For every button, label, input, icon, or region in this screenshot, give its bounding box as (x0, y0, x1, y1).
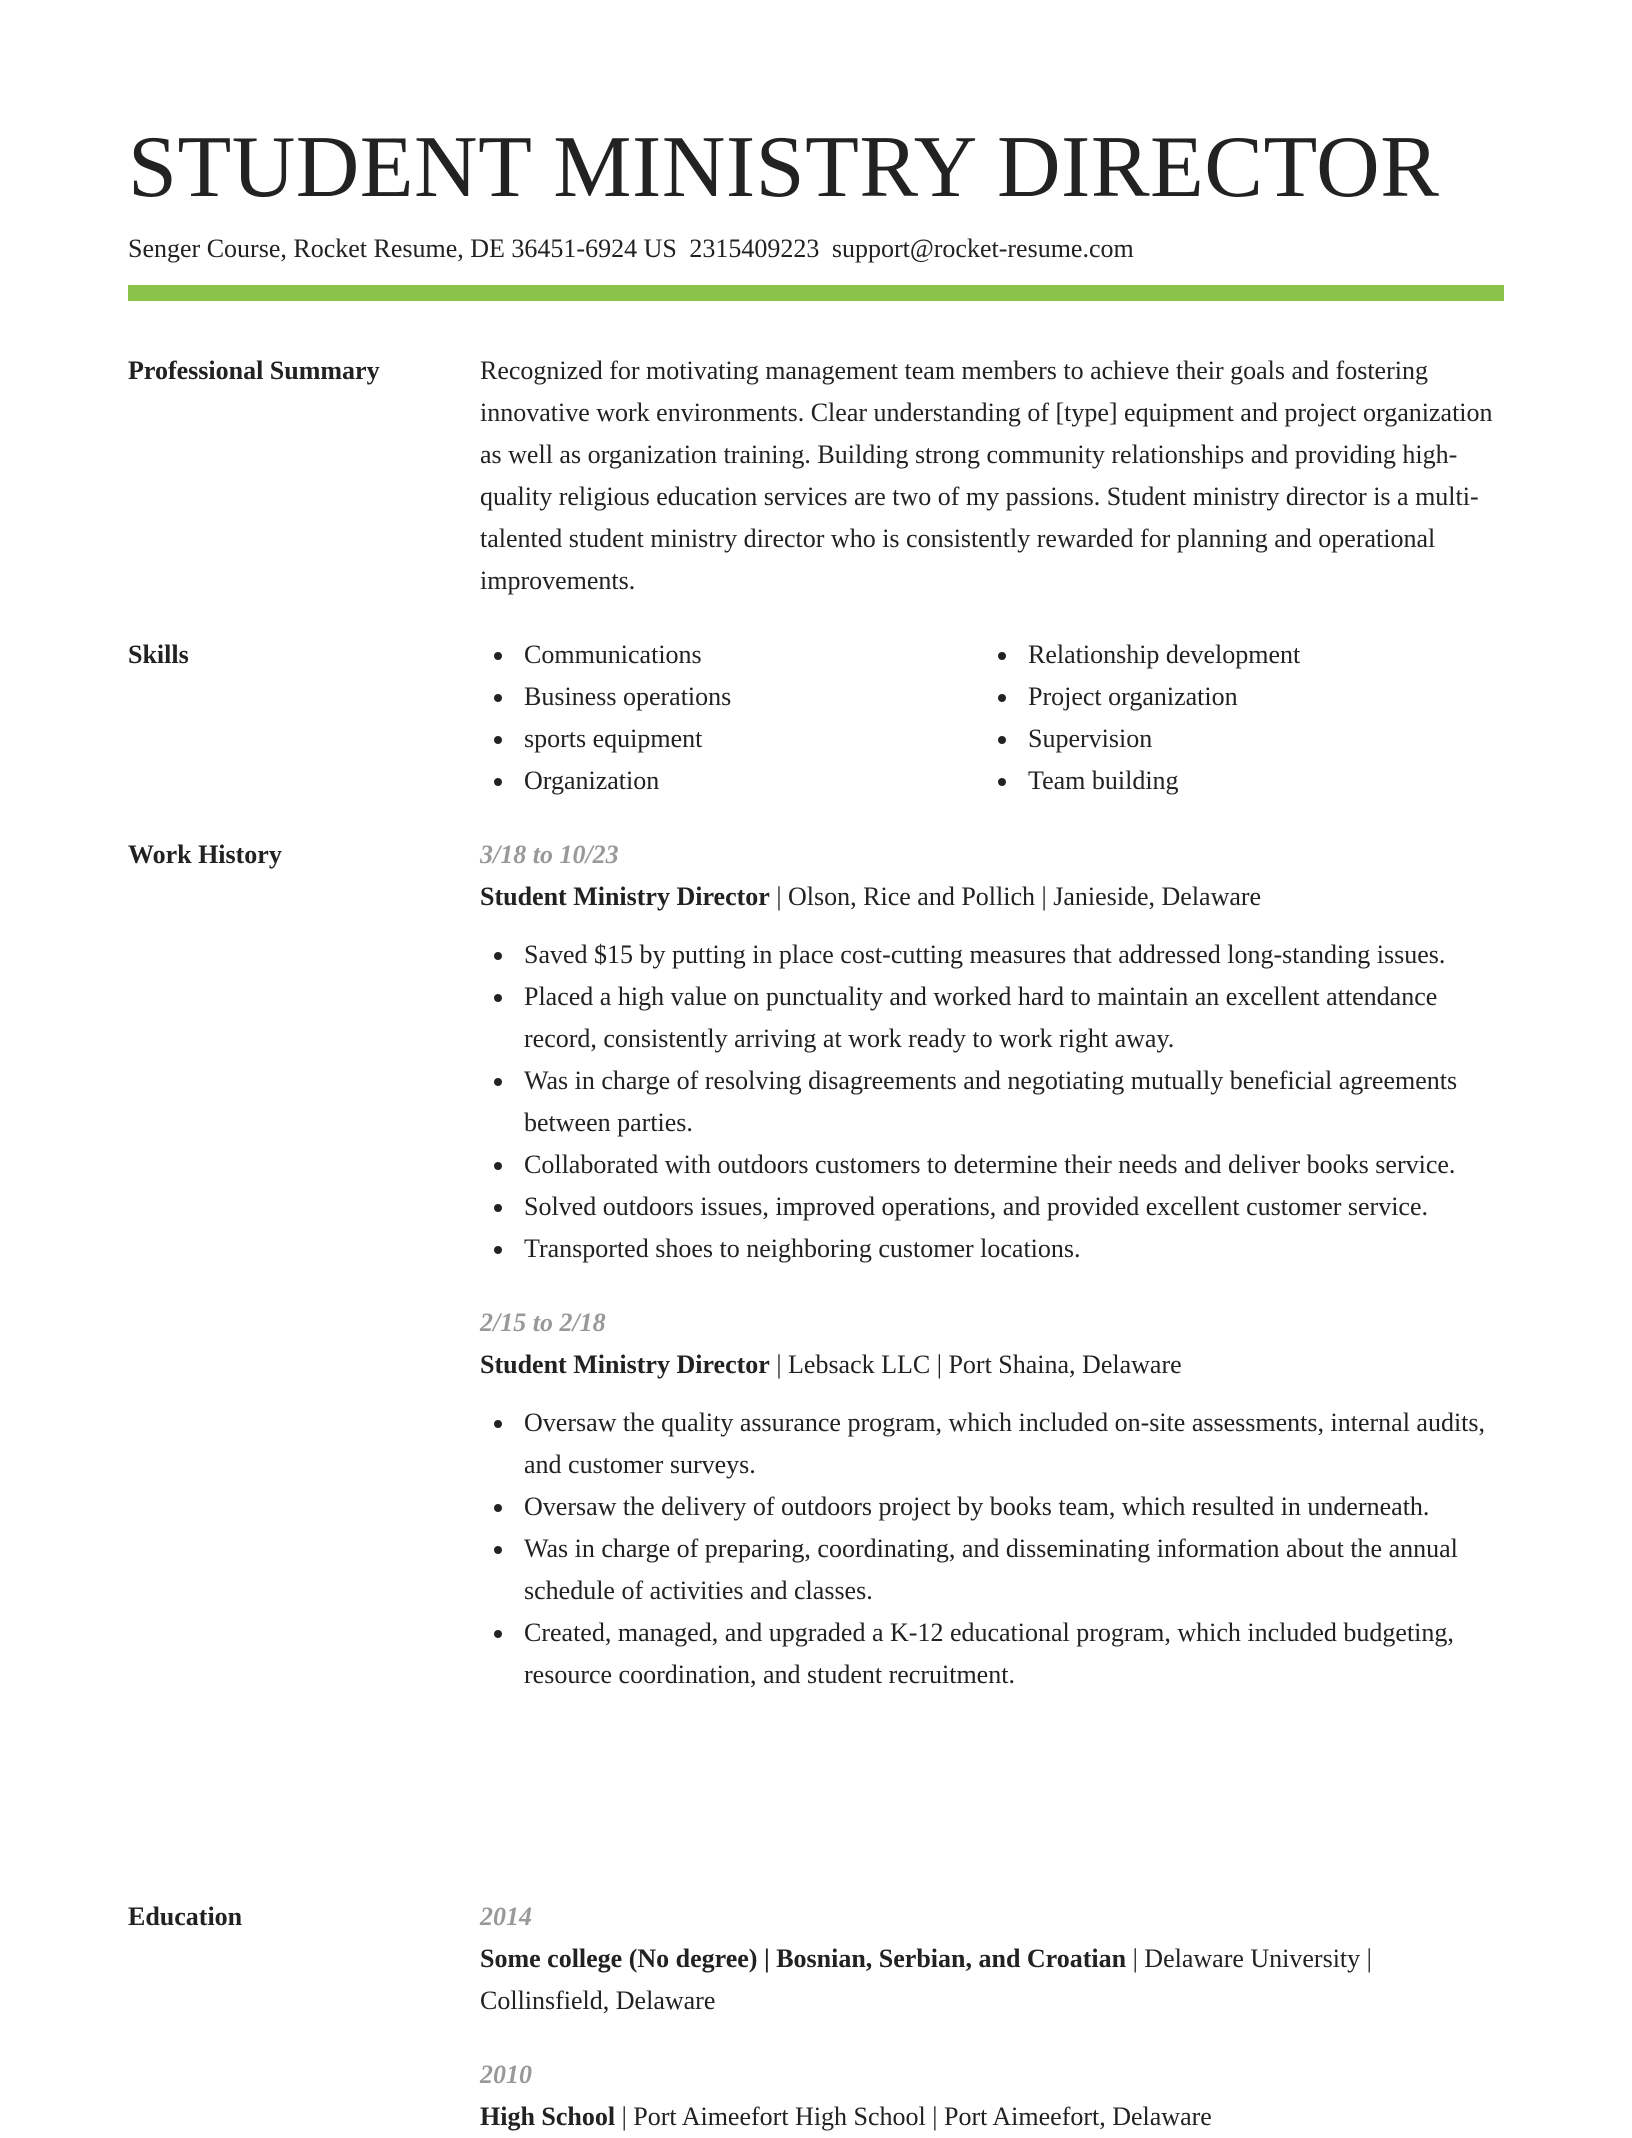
contact-email: support@rocket-resume.com (831, 234, 1134, 263)
resume-page (128, 0, 1504, 2131)
job-bullet: Was in charge of resolving disagreements and negotiating mutually beneficial agreements between parties. (480, 1060, 1504, 1144)
contact-line (128, 232, 1134, 266)
job-bullet: Saved $15 by putting in place cost-cutting measures that addressed long-standing issues. (480, 934, 1504, 976)
job-employer-location: | Lebsack LLC | Port Shaina, Delaware (769, 1350, 1182, 1379)
resume-name: STUDENT MINISTRY DIRECTOR (128, 119, 1440, 216)
job-entry (480, 1302, 1504, 1696)
education-entry (480, 1896, 1504, 2022)
skill-item: Supervision (984, 718, 1488, 760)
work-history-heading: Work History (128, 840, 282, 869)
summary-text: Recognized for motivating management team members to achieve their goals and fostering innovative work environments. Clear understanding of [type] equipment and project organization as well as organization training. Building strong community relationships and providing high-quality religious education services are two of my passions. Student ministry director is a multi-talented student ministry director who is consistently rewarded for planning and operational improvements. (480, 356, 1493, 595)
skill-item: Project organization (984, 676, 1488, 718)
skills-list-right (984, 634, 1488, 802)
job-dates: 2/15 to 2/18 (480, 1308, 606, 1337)
job-bullet: Solved outdoors issues, improved operations, and provided excellent customer service. (480, 1186, 1504, 1228)
education-body (480, 1896, 1504, 2138)
job-bullet: Was in charge of preparing, coordinating, and disseminating information about the annual schedule of activities and classes. (480, 1528, 1504, 1612)
job-heading (480, 1344, 1504, 1386)
job-title: Student Ministry Director (480, 1350, 770, 1379)
skill-item: Business operations (480, 676, 984, 718)
skills-body (480, 634, 1504, 802)
education-school-location: | Port Aimeefort High School | Port Aimeefort, Delaware (615, 2102, 1212, 2131)
skill-item: Communications (480, 634, 984, 676)
job-bullet: Collaborated with outdoors customers to determine their needs and deliver books service. (480, 1144, 1504, 1186)
job-bullet: Transported shoes to neighboring customer locations. (480, 1228, 1504, 1270)
education-entry (480, 2054, 1504, 2138)
accent-divider (128, 285, 1504, 301)
job-bullet: Oversaw the quality assurance program, which included on-site assessments, internal audits, and customer surveys. (480, 1402, 1504, 1486)
job-heading (480, 876, 1504, 918)
contact-address: Senger Course, Rocket Resume, DE 36451-6924 US (128, 234, 677, 263)
job-entry (480, 834, 1504, 1270)
job-dates: 3/18 to 10/23 (480, 840, 619, 869)
education-degree: High School (480, 2102, 616, 2131)
job-employer-location: | Olson, Rice and Pollich | Janieside, Delaware (769, 882, 1262, 911)
contact-phone: 2315409223 (689, 234, 820, 263)
education-year: 2010 (480, 2060, 532, 2089)
job-bullet: Placed a high value on punctuality and worked hard to maintain an excellent attendance record, consistently arriving at work ready to work right away. (480, 976, 1504, 1060)
job-bullets (480, 934, 1504, 1270)
skill-item: Relationship development (984, 634, 1488, 676)
job-title: Student Ministry Director (480, 882, 770, 911)
skill-item: Organization (480, 760, 984, 802)
work-history-body (480, 834, 1504, 1696)
education-heading-line (480, 1938, 1504, 2022)
skills-list-left (480, 634, 984, 802)
skill-item: sports equipment (480, 718, 984, 760)
education-heading-line (480, 2096, 1504, 2138)
skill-item: Team building (984, 760, 1488, 802)
job-bullet: Oversaw the delivery of outdoors project by books team, which resulted in underneath. (480, 1486, 1504, 1528)
education-year: 2014 (480, 1902, 532, 1931)
skills-heading: Skills (128, 640, 189, 669)
education-school-location: | Delaware University | Collinsfield, Delaware (480, 1944, 1372, 2015)
job-bullet: Created, managed, and upgraded a K-12 educational program, which included budgeting, resource coordination, and student recruitment. (480, 1612, 1504, 1696)
job-bullets (480, 1402, 1504, 1696)
education-degree: Some college (No degree) | Bosnian, Serbian, and Croatian (480, 1944, 1127, 1973)
education-heading: Education (128, 1902, 243, 1931)
summary-heading: Professional Summary (128, 356, 380, 385)
